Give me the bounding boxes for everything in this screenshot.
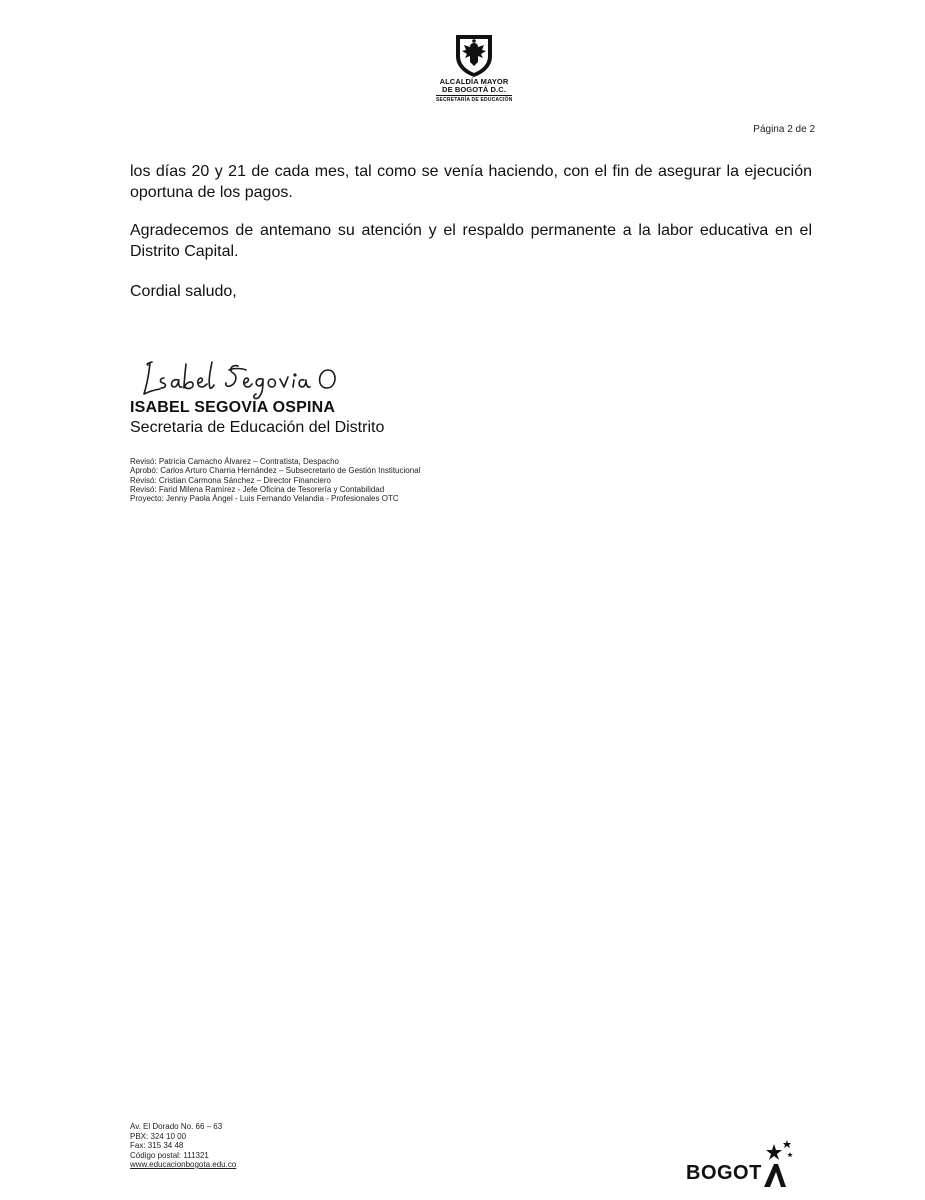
logo-subline: SECRETARÍA DE EDUCACIÓN [436,97,513,103]
bogota-brand-logo [686,1136,796,1192]
review-role: Aprobó: [130,466,159,476]
review-role: Proyecto: [130,494,164,504]
review-text: Cristian Carmona Sánchez – Director Financiero [158,475,331,485]
alcaldia-logo [436,32,512,103]
coat-of-arms-icon [452,32,496,78]
closing-salutation: Cordial saludo, [130,283,237,300]
signer-name: ISABEL SEGOVIA OSPINA [130,399,336,416]
footer-website-link[interactable]: www.educacionbogota.edu.co [130,1160,237,1169]
footer-fax: Fax: 315 34 48 [130,1141,184,1150]
review-role: Revisó: [130,457,157,466]
handwritten-signature [138,356,348,402]
signer-title: Secretaria de Educación del Distrito [130,419,385,436]
page-number: Página 2 de 2 [753,124,815,135]
review-item [130,466,420,475]
review-role: Revisó: [130,484,157,494]
review-item [130,485,420,494]
review-item [130,457,420,466]
review-item [130,494,420,503]
review-text: Farid Milena Ramírez - Jefe Oficina de Tesorería y Contabilidad [158,484,385,494]
paragraph-thanks: Agradecemos de antemano su atención y el respaldo permanente a la labor educativa en el Distrito Capital. [130,222,812,260]
review-list [130,457,420,503]
paragraph-payment-dates: los días 20 y 21 de cada mes, tal como se venía haciendo, con el fin de asegurar la ejecución oportuna de los pagos. [130,163,812,201]
logo-line-2: DE BOGOTÁ D.C. [442,85,506,94]
footer-address-block [130,1122,236,1170]
review-role: Revisó: [130,475,157,485]
review-text: Jenny Paola Ángel - Luis Fernando Velandia - Profesionales OTC [166,494,399,504]
brand-wordmark: BOGOT [686,1162,762,1184]
footer-postal-code: Código postal: 111321 [130,1150,209,1160]
footer-address: Av. El Dorado No. 66 – 63 [130,1122,223,1131]
logo-line-1: ALCALDÍA MAYOR [439,77,509,86]
review-item [130,476,420,485]
brand-star-icon [762,1136,796,1192]
review-text: Patricia Camacho Álvarez – Contratista, Despacho [158,457,340,466]
footer-pbx: PBX: 324 10 00 [130,1131,187,1141]
review-text: Carlos Arturo Charria Hernández – Subsecretario de Gestión Institucional [160,466,421,476]
